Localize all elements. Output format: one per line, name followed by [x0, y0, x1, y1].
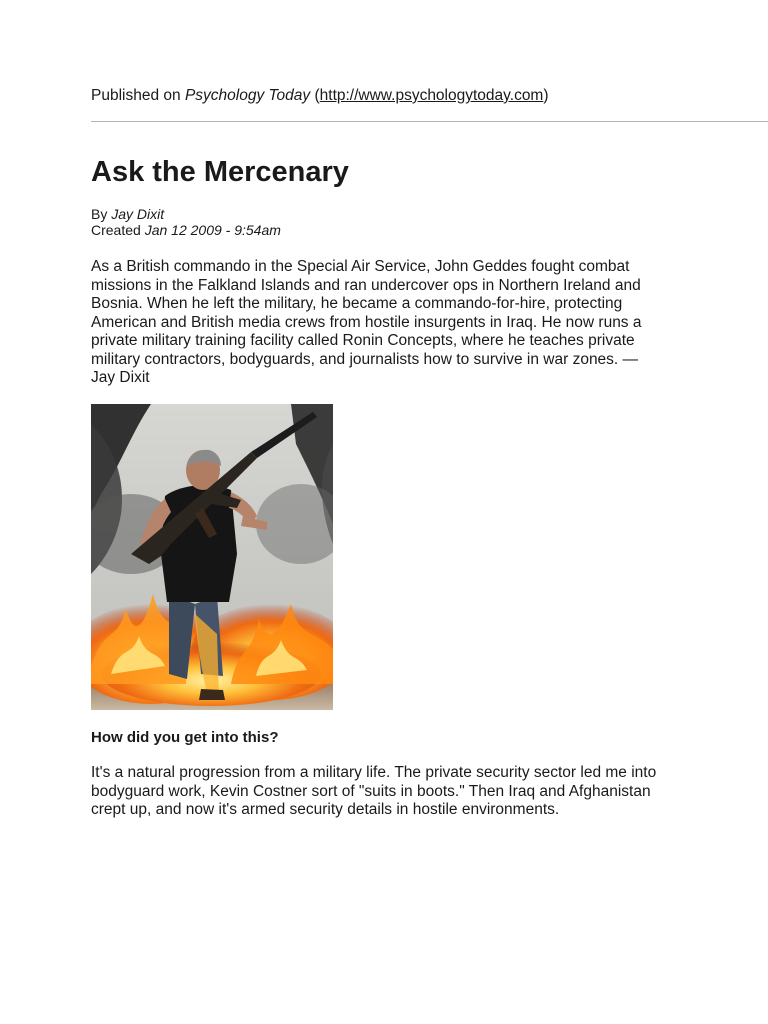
author-name: Jay Dixit	[111, 206, 165, 222]
created-prefix: Created	[91, 222, 145, 238]
qa-question-1: How did you get into this?	[91, 729, 279, 746]
qa-answer-1: It's a natural progression from a military life. The private security sector led me into bodyguard work, Kevin Costner sort of "suits in boots." Then Iraq and Afghanistan crept up, and now it's armed security details in hostile environments.	[91, 764, 657, 818]
paren-close: )	[543, 87, 549, 104]
created-line	[91, 222, 281, 238]
intro-paragraph: As a British commando in the Special Air Service, John Geddes fought combat missions in the Falkland Islands and ran undercover ops in Northern Ireland and Bosnia. When he left the military, he became a commando-for-hire, protecting American and British media crews from hostile insurgents in Iraq. He now runs a private military training facility called Ronin Concepts, where he teaches private military contractors, bodyguards, and journalists how to survive in war zones. —Jay Dixit	[91, 258, 642, 386]
byline-prefix: By	[91, 206, 112, 222]
photo-illustration	[91, 404, 333, 710]
byline	[91, 206, 281, 222]
published-prefix: Published on	[91, 87, 185, 104]
article-title: Ask the Mercenary	[91, 156, 349, 188]
created-date: Jan 12 2009 - 9:54am	[144, 222, 281, 238]
source-url-link[interactable]: http://www.psychologytoday.com	[319, 87, 544, 104]
paren-open: (	[310, 87, 320, 104]
published-line	[91, 86, 549, 106]
header-divider	[91, 121, 768, 122]
mercenary-photo	[91, 404, 333, 710]
article-meta	[91, 206, 281, 238]
source-name: Psychology Today	[184, 87, 311, 104]
